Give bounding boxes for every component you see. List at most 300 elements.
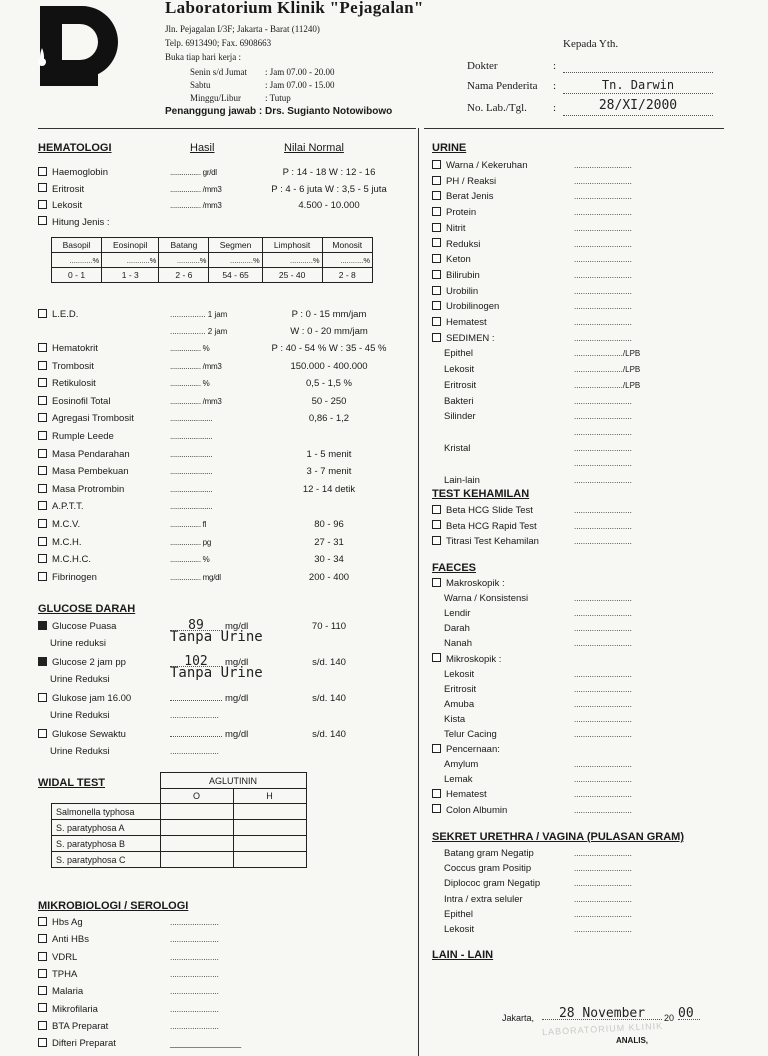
result-field[interactable]: .......................... bbox=[574, 894, 632, 904]
result-field[interactable]: ...................... bbox=[170, 1004, 219, 1014]
result-field[interactable]: .......................... bbox=[574, 318, 632, 327]
result-field[interactable]: .......................... bbox=[574, 639, 632, 649]
result-field[interactable]: ................ % bbox=[170, 344, 210, 353]
test-row bbox=[38, 553, 418, 566]
test-row bbox=[38, 430, 418, 443]
test-row bbox=[432, 332, 732, 345]
result-field[interactable]: ...................... bbox=[170, 969, 219, 979]
checkbox[interactable] bbox=[38, 917, 47, 926]
hematologi-rows bbox=[38, 166, 418, 230]
col-o: O bbox=[160, 789, 233, 804]
test-label: Silinder bbox=[444, 411, 476, 423]
result-field[interactable]: .......................... bbox=[574, 521, 632, 531]
result-field[interactable]: .......................... bbox=[574, 459, 632, 469]
header-field-labno: No. Lab./Tgl. : 28/XI/2000 bbox=[467, 102, 757, 118]
led-row bbox=[38, 325, 418, 338]
test-row bbox=[444, 347, 744, 360]
result-field[interactable]: .......................... bbox=[574, 760, 632, 770]
sub-result[interactable]: ...................... bbox=[170, 711, 219, 720]
result-field[interactable]: .......................... bbox=[574, 879, 632, 889]
diff-result[interactable]: ...........% bbox=[159, 253, 209, 268]
checkbox[interactable] bbox=[38, 484, 47, 493]
diff-normal: 2 - 8 bbox=[322, 268, 372, 283]
result-field[interactable]: ................ /mm3 bbox=[170, 201, 222, 210]
checkbox[interactable] bbox=[38, 519, 47, 528]
faeces-title: FAECES bbox=[432, 562, 477, 574]
checkbox[interactable] bbox=[38, 343, 47, 352]
test-row bbox=[444, 622, 744, 635]
test-row bbox=[432, 316, 732, 329]
result-field[interactable]: .......................... bbox=[574, 805, 632, 815]
result-field[interactable]: .......................... bbox=[574, 223, 632, 233]
test-row bbox=[432, 653, 732, 666]
unit: mg/dl bbox=[225, 729, 249, 740]
diff-result[interactable]: ...........% bbox=[52, 253, 102, 268]
right-column bbox=[432, 140, 732, 1056]
checkbox[interactable] bbox=[38, 952, 47, 961]
result-field[interactable]: ................ /mm3 bbox=[170, 184, 222, 194]
differential-count-table bbox=[51, 237, 373, 283]
test-label: Warna / Kekeruhan bbox=[446, 160, 528, 171]
checkbox[interactable] bbox=[38, 572, 47, 581]
test-row bbox=[432, 300, 732, 313]
o-result[interactable] bbox=[160, 852, 233, 868]
result-field[interactable]: ....................../LPB bbox=[574, 365, 641, 375]
diff-result[interactable]: ...........% bbox=[322, 253, 372, 268]
test-label: Eosinofil Total bbox=[52, 395, 111, 407]
result-field[interactable]: .......................... bbox=[574, 427, 632, 437]
normal-value: 1 - 5 menit bbox=[306, 448, 352, 460]
normal-value: 50 - 250 bbox=[311, 395, 347, 407]
result-field[interactable]: .......................... bbox=[574, 161, 632, 170]
checkbox[interactable] bbox=[432, 520, 441, 529]
checkbox[interactable] bbox=[38, 986, 47, 995]
lab-number-value: 28/XI/2000 bbox=[563, 102, 713, 116]
mikrobiologi-title: MIKROBIOLOGI / SEROLOGI bbox=[38, 900, 189, 912]
checkbox[interactable] bbox=[38, 200, 47, 209]
test-row bbox=[38, 483, 418, 496]
normal-value: 12 - 14 detik bbox=[302, 483, 356, 495]
normal-value: 3 - 7 menit bbox=[306, 466, 352, 478]
test-label: Hematokrit bbox=[52, 343, 98, 354]
test-label: Lain-lain bbox=[444, 475, 480, 486]
checkbox[interactable] bbox=[38, 501, 47, 510]
result-field[interactable]: ................ pg bbox=[170, 537, 211, 547]
column-divider bbox=[418, 128, 419, 1056]
year-suffix: 00 bbox=[678, 1008, 700, 1020]
normal-value: W : 0 - 20 mm/jam bbox=[290, 326, 368, 337]
result-field[interactable]: .......................... bbox=[574, 790, 632, 800]
checkbox[interactable] bbox=[38, 1021, 47, 1030]
checkbox[interactable] bbox=[432, 160, 441, 169]
test-label: Beta HCG Slide Test bbox=[446, 505, 533, 516]
normal-value: P : 4 - 6 juta W : 3,5 - 5 juta bbox=[271, 183, 387, 195]
result-value bbox=[170, 700, 222, 701]
result-field[interactable]: .......................... bbox=[574, 412, 632, 422]
test-label: Bakteri bbox=[444, 395, 474, 407]
test-row bbox=[444, 363, 744, 376]
checkbox[interactable] bbox=[432, 176, 441, 185]
test-row bbox=[444, 607, 744, 620]
test-label: Retikulosit bbox=[52, 378, 96, 390]
result-field[interactable]: .......................... bbox=[574, 925, 632, 934]
serologi-row bbox=[38, 1037, 418, 1050]
test-label: Berat Jenis bbox=[446, 191, 494, 203]
test-label: Hematest bbox=[446, 789, 487, 801]
result-field[interactable]: ________________ bbox=[170, 1039, 242, 1049]
result-field[interactable]: .......................... bbox=[574, 684, 632, 694]
test-label: Eritrosit bbox=[444, 379, 477, 391]
test-label: Hitung Jenis : bbox=[52, 216, 110, 228]
result-field[interactable]: .......................... bbox=[574, 775, 632, 785]
result-field[interactable]: ...................... bbox=[170, 1021, 219, 1031]
gram-row bbox=[444, 877, 732, 890]
result-field[interactable]: ................ 2 jam bbox=[170, 327, 228, 336]
result-field[interactable]: ....................../LPB bbox=[574, 380, 641, 390]
test-label: TPHA bbox=[52, 968, 78, 980]
h-result[interactable] bbox=[233, 836, 306, 852]
checkbox[interactable] bbox=[432, 744, 441, 753]
result-field[interactable]: ...................... bbox=[170, 449, 213, 459]
kehamilan-title: TEST KEHAMILAN bbox=[432, 488, 530, 500]
checkbox[interactable] bbox=[432, 254, 441, 263]
checkbox[interactable] bbox=[432, 536, 441, 545]
checkbox[interactable] bbox=[38, 934, 47, 943]
result-field[interactable]: ...................... bbox=[170, 918, 219, 927]
normal-value: 0,86 - 1,2 bbox=[308, 413, 350, 425]
unit: mg/dl bbox=[225, 657, 249, 668]
result-field[interactable]: ................ /mm3 bbox=[170, 361, 222, 371]
result-field[interactable]: .......................... bbox=[574, 594, 632, 604]
result-field[interactable]: .......................... bbox=[574, 239, 632, 249]
diff-header: Limphosit bbox=[262, 238, 322, 253]
test-row bbox=[38, 199, 418, 212]
result-field[interactable]: .......................... bbox=[574, 506, 632, 515]
checkbox[interactable] bbox=[38, 657, 47, 666]
urine-reduksi-row bbox=[50, 665, 418, 686]
kehamilan-rows bbox=[432, 504, 732, 552]
test-row bbox=[38, 518, 418, 531]
result-field[interactable]: .......................... bbox=[574, 669, 632, 679]
test-row bbox=[38, 377, 418, 390]
test-label: Masa Pendarahan bbox=[52, 448, 130, 460]
test-label: Kista bbox=[444, 713, 466, 725]
checkbox[interactable] bbox=[38, 466, 47, 475]
test-label: Masa Protrombin bbox=[52, 483, 125, 495]
test-row bbox=[444, 474, 744, 487]
lab-logo bbox=[32, 4, 122, 92]
o-result[interactable] bbox=[160, 836, 233, 852]
normal-value: s/d. 140 bbox=[312, 693, 346, 704]
patient-name-value: Tn. Darwin bbox=[563, 80, 713, 94]
unit: mg/dl bbox=[225, 693, 249, 704]
result-field[interactable]: .......................... bbox=[574, 609, 632, 619]
diff-normal: 54 - 65 bbox=[209, 268, 262, 283]
glucose-rows bbox=[38, 620, 418, 755]
sub-label: Urine Reduksi bbox=[50, 710, 110, 721]
urine-reduksi-row bbox=[50, 745, 418, 758]
diff-header: Monosit bbox=[322, 238, 372, 253]
test-label: Intra / extra seluler bbox=[444, 893, 523, 905]
result-field[interactable]: ...................... bbox=[170, 432, 213, 441]
checkbox[interactable] bbox=[38, 729, 47, 738]
result-field[interactable]: ................ fl bbox=[170, 520, 207, 529]
widal-table bbox=[51, 772, 307, 868]
result-field[interactable]: .......................... bbox=[574, 255, 632, 265]
test-row bbox=[432, 285, 732, 298]
o-result[interactable] bbox=[160, 804, 233, 820]
result-field[interactable]: .......................... bbox=[574, 849, 632, 858]
checkbox[interactable] bbox=[432, 804, 441, 813]
test-row bbox=[432, 222, 732, 235]
test-row bbox=[38, 536, 418, 549]
gram-row bbox=[444, 847, 732, 860]
result-field[interactable]: ................ % bbox=[170, 379, 210, 389]
test-label: L.E.D. bbox=[52, 309, 79, 320]
checkbox[interactable] bbox=[432, 191, 441, 200]
test-row bbox=[432, 269, 732, 282]
city: Jakarta, bbox=[502, 1013, 535, 1023]
result-field[interactable]: .......................... bbox=[574, 624, 632, 634]
test-row bbox=[432, 804, 732, 817]
checkbox[interactable] bbox=[432, 578, 441, 587]
test-label: Coccus gram Positip bbox=[444, 863, 532, 875]
test-label: Urobilinogen bbox=[446, 301, 500, 313]
checkbox[interactable] bbox=[38, 396, 47, 405]
result-field[interactable]: .......................... bbox=[574, 208, 632, 218]
normal-value: 0,5 - 1,5 % bbox=[306, 378, 352, 390]
left-column bbox=[38, 140, 418, 1056]
result-field[interactable]: ...................... bbox=[170, 484, 213, 494]
checkbox[interactable] bbox=[38, 449, 47, 458]
normal-value: P : 0 - 15 mm/jam bbox=[291, 309, 367, 320]
result-field[interactable]: .......................... bbox=[574, 333, 632, 343]
test-label: Rumple Leede bbox=[52, 431, 114, 442]
o-result[interactable] bbox=[160, 820, 233, 836]
result-field[interactable]: .......................... bbox=[574, 302, 632, 312]
widal-title: WIDAL TEST bbox=[38, 777, 106, 789]
sekret-title: SEKRET URETHRA / VAGINA (PULASAN GRAM) bbox=[432, 831, 684, 843]
normal-value: s/d. 140 bbox=[312, 729, 346, 740]
result-field[interactable]: .......................... bbox=[574, 909, 632, 919]
result-field[interactable]: ................ % bbox=[170, 555, 210, 565]
test-label: Lendir bbox=[444, 608, 471, 620]
result-field[interactable]: .......................... bbox=[574, 192, 632, 202]
checkbox[interactable] bbox=[38, 537, 47, 546]
checkbox[interactable] bbox=[38, 167, 47, 176]
checkbox[interactable] bbox=[432, 789, 441, 798]
result-field[interactable]: ...................... bbox=[170, 467, 213, 477]
test-label: Darah bbox=[444, 623, 470, 635]
widal-row bbox=[52, 836, 307, 852]
diff-header: Eosinopil bbox=[102, 238, 159, 253]
widal-row bbox=[52, 820, 307, 836]
test-row bbox=[444, 713, 744, 726]
result-field[interactable]: .......................... bbox=[574, 396, 632, 406]
result-field[interactable]: ...................... bbox=[170, 935, 219, 945]
test-label: Epithel bbox=[444, 908, 474, 920]
test-label: A.P.T.T. bbox=[52, 501, 84, 513]
test-row bbox=[38, 465, 418, 478]
sub-result[interactable]: ...................... bbox=[170, 747, 219, 756]
test-label: Reduksi bbox=[446, 238, 481, 250]
checkbox[interactable] bbox=[432, 270, 441, 279]
test-label: Glukose Sewaktu bbox=[52, 729, 126, 740]
sub-result[interactable]: Tanpa Urine bbox=[170, 665, 263, 681]
test-row bbox=[432, 743, 732, 756]
test-row bbox=[444, 773, 744, 786]
test-label: Lekosit bbox=[444, 924, 475, 935]
checkbox[interactable] bbox=[38, 361, 47, 370]
serologi-row bbox=[38, 985, 418, 998]
sub-label: Urine Reduksi bbox=[50, 746, 110, 757]
header-divider bbox=[424, 128, 724, 129]
date-day: 28 November bbox=[542, 1008, 662, 1020]
h-result[interactable] bbox=[233, 804, 306, 820]
diff-header: Basopil bbox=[52, 238, 102, 253]
organism-label: Salmonella typhosa bbox=[52, 804, 161, 820]
test-row bbox=[444, 668, 744, 681]
hematologi-rows-2 bbox=[38, 342, 418, 582]
sub-label: Urine reduksi bbox=[50, 638, 106, 649]
checkbox[interactable] bbox=[432, 286, 441, 295]
result-field[interactable]: .......................... bbox=[574, 176, 632, 186]
normal-value: P : 14 - 18 W : 12 - 16 bbox=[282, 167, 376, 178]
checkbox[interactable] bbox=[38, 183, 47, 192]
urine-title: URINE bbox=[432, 142, 467, 154]
to-label: Kepada Yth. bbox=[563, 38, 619, 50]
gram-row bbox=[444, 893, 732, 906]
result-field[interactable] bbox=[170, 728, 266, 741]
checkbox[interactable] bbox=[432, 317, 441, 326]
checkbox[interactable] bbox=[432, 333, 441, 342]
test-label: Beta HCG Rapid Test bbox=[446, 520, 537, 532]
checkbox[interactable] bbox=[38, 378, 47, 387]
result-field[interactable]: .......................... bbox=[574, 443, 632, 453]
result-value bbox=[170, 736, 222, 737]
urine-reduksi-row bbox=[50, 629, 418, 650]
checkbox[interactable] bbox=[38, 621, 47, 630]
checkbox[interactable] bbox=[432, 223, 441, 232]
test-row bbox=[444, 442, 744, 455]
result-field[interactable]: ................ /mm3 bbox=[170, 396, 222, 406]
test-row bbox=[444, 410, 744, 423]
checkbox[interactable] bbox=[38, 1003, 47, 1012]
test-label: Warna / Konsistensi bbox=[444, 593, 529, 605]
test-row bbox=[432, 504, 732, 517]
hours-time: : Tutup bbox=[265, 93, 291, 103]
h-result[interactable] bbox=[233, 820, 306, 836]
checkbox[interactable] bbox=[38, 309, 47, 318]
test-label: M.C.H.C. bbox=[52, 554, 92, 566]
hours-title: Buka tiap hari kerja : bbox=[165, 52, 241, 62]
checkbox[interactable] bbox=[432, 238, 441, 247]
test-row bbox=[38, 412, 418, 425]
normal-value: 30 - 34 bbox=[314, 554, 344, 566]
doctor-value bbox=[563, 60, 713, 73]
test-row bbox=[444, 728, 744, 741]
checkbox[interactable] bbox=[38, 413, 47, 422]
lab-phone: Telp. 6913490; Fax. 6908663 bbox=[165, 38, 272, 48]
sekret-rows bbox=[444, 847, 732, 937]
result-field[interactable]: .......................... bbox=[574, 864, 632, 874]
checkbox[interactable] bbox=[432, 505, 441, 514]
test-label: VDRL bbox=[52, 951, 78, 963]
normal-value: 80 - 96 bbox=[314, 519, 344, 530]
gram-row bbox=[444, 923, 732, 936]
serologi-row bbox=[38, 1003, 418, 1016]
serologi-row bbox=[38, 951, 418, 964]
test-row bbox=[444, 395, 744, 408]
result-field[interactable]: ...................... bbox=[170, 502, 213, 512]
field-label: No. Lab./Tgl. bbox=[467, 102, 527, 114]
test-label: Amuba bbox=[444, 698, 475, 710]
checkbox[interactable] bbox=[432, 653, 441, 662]
result-field[interactable]: ...................... bbox=[170, 952, 219, 962]
test-row bbox=[38, 500, 418, 513]
diff-result[interactable]: ...........% bbox=[209, 253, 262, 268]
test-label: Trombosit bbox=[52, 360, 94, 372]
test-row bbox=[432, 577, 732, 590]
checkbox[interactable] bbox=[38, 216, 47, 225]
result-field[interactable]: .......................... bbox=[574, 476, 632, 485]
test-label: Anti HBs bbox=[52, 934, 89, 946]
normal-value: 150.000 - 400.000 bbox=[290, 360, 368, 372]
header-divider bbox=[38, 128, 416, 129]
result-field[interactable]: .......................... bbox=[574, 714, 632, 724]
header-field-doctor: Dokter : bbox=[467, 60, 757, 76]
result-field[interactable]: .......................... bbox=[574, 730, 632, 739]
hours-time: : Jam 07.00 - 15.00 bbox=[265, 80, 335, 90]
test-label: Lekosit bbox=[444, 364, 475, 376]
result-field[interactable]: ....................../LPB bbox=[574, 349, 641, 359]
glucose-row bbox=[38, 728, 418, 741]
result-field[interactable]: .......................... bbox=[574, 286, 632, 296]
organism-label: S. paratyphosa A bbox=[52, 820, 161, 836]
checkbox[interactable] bbox=[38, 554, 47, 563]
result-field[interactable]: ...................... bbox=[170, 414, 213, 424]
result-field[interactable]: .......................... bbox=[574, 537, 632, 546]
result-field[interactable]: ................ gr/dl bbox=[170, 168, 217, 177]
checkbox[interactable] bbox=[38, 969, 47, 978]
test-row bbox=[444, 592, 744, 605]
test-label: Glucose Puasa bbox=[52, 621, 117, 632]
checkbox[interactable] bbox=[38, 431, 47, 440]
result-field[interactable]: .......................... bbox=[574, 699, 632, 709]
sub-result[interactable]: Tanpa Urine bbox=[170, 629, 263, 645]
checkbox[interactable] bbox=[432, 301, 441, 310]
diff-header: Batang bbox=[159, 238, 209, 253]
result-field[interactable] bbox=[170, 692, 266, 705]
result-field[interactable]: ...................... bbox=[170, 987, 219, 997]
test-label: Lemak bbox=[444, 774, 473, 786]
checkbox[interactable] bbox=[432, 207, 441, 216]
unit: mg/dl bbox=[225, 621, 249, 632]
test-label: Eritrosit bbox=[444, 683, 477, 695]
diff-result[interactable]: ...........% bbox=[102, 253, 159, 268]
result-field[interactable]: ................ mg/dl bbox=[170, 572, 221, 582]
result-field[interactable]: ................ 1 jam bbox=[170, 310, 228, 319]
checkbox[interactable] bbox=[38, 1038, 47, 1047]
result-field[interactable]: .......................... bbox=[574, 270, 632, 280]
test-label: Amylum bbox=[444, 759, 479, 771]
diff-result[interactable]: ...........% bbox=[262, 253, 322, 268]
hours-day: Minggu/Libur bbox=[190, 93, 241, 103]
checkbox[interactable] bbox=[38, 693, 47, 702]
h-result[interactable] bbox=[233, 852, 306, 868]
test-label: Protein bbox=[446, 207, 477, 219]
test-label: Pencernaan: bbox=[446, 744, 500, 756]
